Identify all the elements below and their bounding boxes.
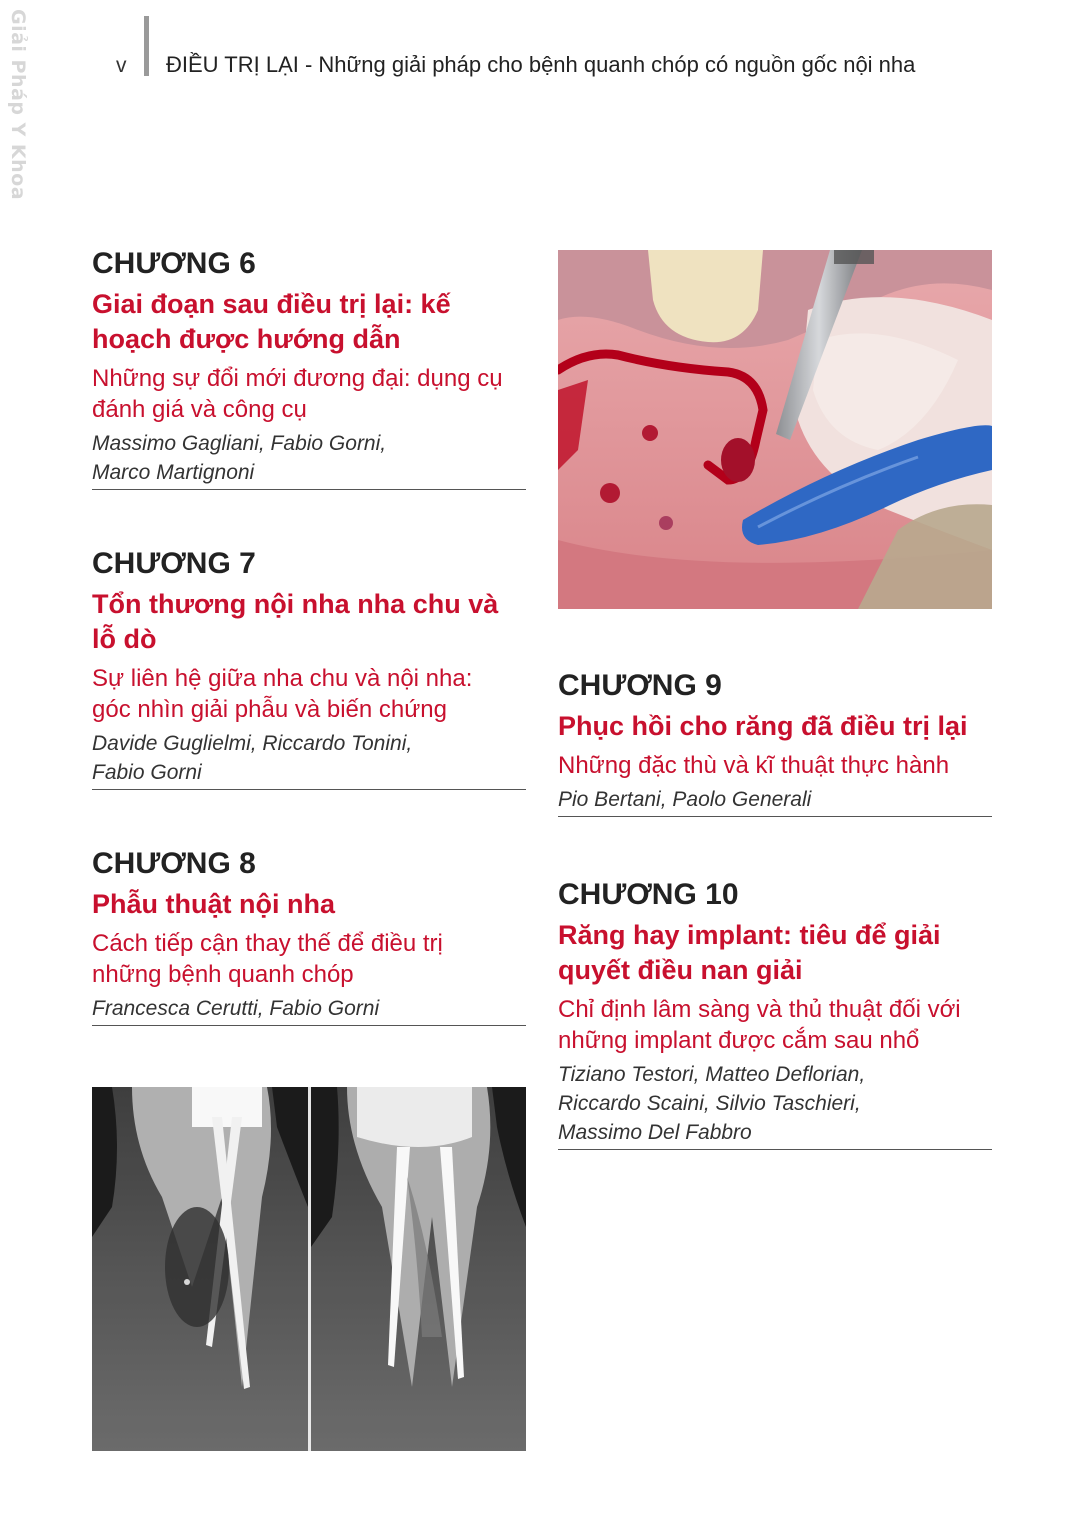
chapter-label: CHƯƠNG 10 <box>558 878 739 911</box>
surgical-photo-illustration <box>558 250 992 609</box>
chapter-authors: Tiziano Testori, Matteo Deflorian, Riccardo Scaini, Silvio Taschieri, Massimo Del Fabbro <box>558 1063 866 1144</box>
chapter-title: Răng hay implant: tiêu để giải quyết điều nan giải <box>558 920 941 985</box>
chapter-8-entry <box>92 847 526 1026</box>
chapter-label: CHƯƠNG 7 <box>92 547 256 580</box>
chapter-7-entry <box>92 547 526 790</box>
chapter-subtitle: Chỉ định lâm sàng và thủ thuật đối với những implant được cắm sau nhổ <box>558 996 961 1054</box>
chapter-subtitle: Cách tiếp cận thay thế để điều trị những bệnh quanh chóp <box>92 930 443 988</box>
chapter-10-entry <box>558 878 992 1150</box>
chapter-label: CHƯƠNG 9 <box>558 669 722 702</box>
chapter-subtitle: Sự liên hệ giữa nha chu và nội nha: góc nhìn giải phẫu và biến chứng <box>92 665 473 723</box>
chapter-label: CHƯƠNG 6 <box>92 247 256 280</box>
chapter-title: Giai đoạn sau điều trị lại: kế hoạch được hướng dẫn <box>92 289 451 354</box>
chapter-subtitle: Những sự đổi mới đương đại: dụng cụ đánh giá và công cụ <box>92 365 503 423</box>
chapter-title: Tổn thương nội nha nha chu và lỗ dò <box>92 589 499 654</box>
side-brand-text: Giải Pháp Y Khoa <box>7 9 29 201</box>
chapter-authors: Massimo Gagliani, Fabio Gorni, Marco Martignoni <box>92 432 387 484</box>
chapter-title: Phẫu thuật nội nha <box>92 889 335 919</box>
chapter-authors: Davide Guglielmi, Riccardo Tonini, Fabio Gorni <box>92 732 413 784</box>
chapter-subtitle: Những đặc thù và kĩ thuật thực hành <box>558 752 950 779</box>
chapter-divider <box>558 816 992 817</box>
radiograph-before-after <box>92 1087 526 1451</box>
chapter-6-entry <box>92 247 526 490</box>
header-divider <box>144 16 149 76</box>
chapter-label: CHƯƠNG 8 <box>92 847 256 880</box>
chapter-authors: Francesca Cerutti, Fabio Gorni <box>92 997 380 1020</box>
chapter-9-entry <box>558 669 992 817</box>
chapter-authors: Pio Bertani, Paolo Generali <box>558 788 812 811</box>
chapter-divider <box>92 1025 526 1026</box>
chapter-title: Phục hồi cho răng đã điều trị lại <box>558 711 968 741</box>
page-number: v <box>116 54 127 77</box>
surgical-site-photo <box>558 250 992 609</box>
chapter-divider <box>92 489 526 490</box>
chapter-divider <box>92 789 526 790</box>
radiograph-illustration <box>92 1087 526 1451</box>
running-header-title: ĐIỀU TRỊ LẠI - Những giải pháp cho bệnh quanh chóp có nguồn gốc nội nha <box>166 52 916 77</box>
chapter-divider <box>558 1149 992 1150</box>
